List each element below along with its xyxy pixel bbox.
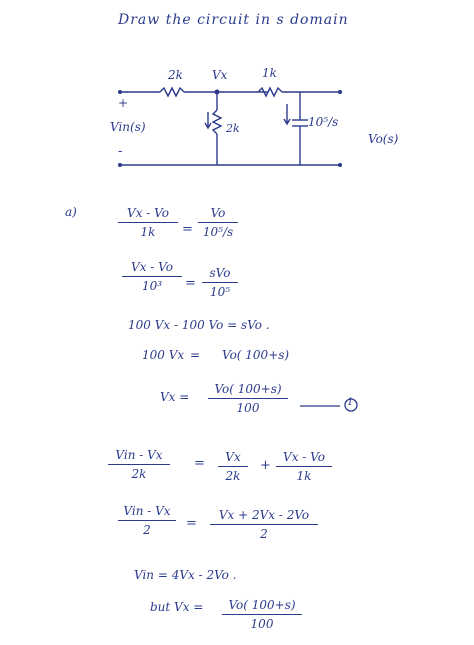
input-label: Vin(s) (110, 120, 146, 134)
eq2-lhs-num: Vx - Vo (131, 260, 173, 274)
eq7-rhs-den: 2 (260, 527, 268, 541)
page-title: Draw the circuit in s domain (118, 12, 349, 28)
eq7-lhs-num: Vin - Vx (123, 504, 171, 518)
eq5-tag: 1 (347, 397, 354, 408)
eq6-mid-fraction (218, 450, 248, 483)
eq2-lhs-den: 10³ (141, 279, 163, 293)
eq1-equals: = (182, 222, 193, 237)
eq6-rhs-den: 1k (296, 469, 312, 483)
terminal-out-top (338, 90, 342, 94)
r1-label: 2k (168, 68, 183, 82)
eq6-rhs-fraction (276, 450, 332, 483)
eq6-equals: = (194, 456, 205, 471)
eq1-rhs-fraction (198, 206, 238, 239)
eq2-rhs-den: 10⁵ (209, 285, 231, 299)
eq1-lhs-num: Vx - Vo (127, 206, 169, 220)
eq6-lhs-fraction (108, 448, 170, 481)
eq5-lhs: Vx = (160, 390, 190, 404)
resistor-2k-series (160, 88, 184, 96)
eq4-equals: = (190, 348, 201, 362)
eq1-rhs-num: Vo (210, 206, 226, 220)
node-vx (215, 90, 220, 95)
eq7-lhs-fraction (118, 504, 176, 537)
eq1-rhs-den: 10⁵/s (202, 225, 234, 239)
eq6-mid-den: 2k (225, 469, 241, 483)
eq2-rhs-num: sVo (209, 266, 231, 280)
eq7-lhs-den: 2 (143, 523, 151, 537)
eq2-lhs-fraction (122, 260, 182, 293)
eq9-den: 100 (250, 617, 274, 631)
output-label: Vo(s) (368, 132, 399, 146)
minus-sign: - (118, 144, 123, 159)
eq7-rhs-num: Vx + 2Vx - 2Vo (218, 508, 310, 522)
eq2-equals: = (185, 276, 196, 291)
eq7-rhs-fraction (210, 508, 318, 541)
eq7-equals: = (186, 516, 197, 531)
eq6-lhs-num: Vin - Vx (115, 448, 163, 462)
eq6-plus: + (260, 458, 271, 473)
eq3: 100 Vx - 100 Vo = sVo . (128, 318, 270, 332)
eq9-num: Vo( 100+s) (228, 598, 296, 612)
eq5-fraction (208, 382, 288, 415)
eq5-num: Vo( 100+s) (214, 382, 282, 396)
cap-label: 10⁵/s (308, 115, 339, 129)
eq1-lhs-den: 1k (140, 225, 156, 239)
eq5-den: 100 (236, 401, 260, 415)
terminal-out-bottom (338, 163, 342, 167)
eq9-fraction (222, 598, 302, 631)
resistor-2k-shunt (213, 110, 221, 134)
r3-label: 2k (226, 122, 240, 135)
plus-sign: + (118, 96, 129, 110)
eq6-rhs-num: Vx - Vo (283, 450, 325, 464)
eq8: Vin = 4Vx - 2Vo . (134, 568, 237, 582)
eq4-rhs: Vo( 100+s) (222, 348, 290, 362)
terminal-in-top (118, 90, 122, 94)
eq2-rhs-fraction (202, 266, 238, 299)
eq4-lhs: 100 Vx (142, 348, 185, 362)
node-vx-label: Vx (212, 68, 228, 82)
eq1-lhs-fraction (118, 206, 178, 239)
r2-label: 1k (262, 66, 277, 80)
part-label: a) (65, 205, 77, 219)
eq6-lhs-den: 2k (131, 467, 147, 481)
eq9-lhs: but Vx = (150, 600, 204, 614)
eq6-mid-num: Vx (225, 450, 241, 464)
terminal-in-bottom (118, 163, 122, 167)
